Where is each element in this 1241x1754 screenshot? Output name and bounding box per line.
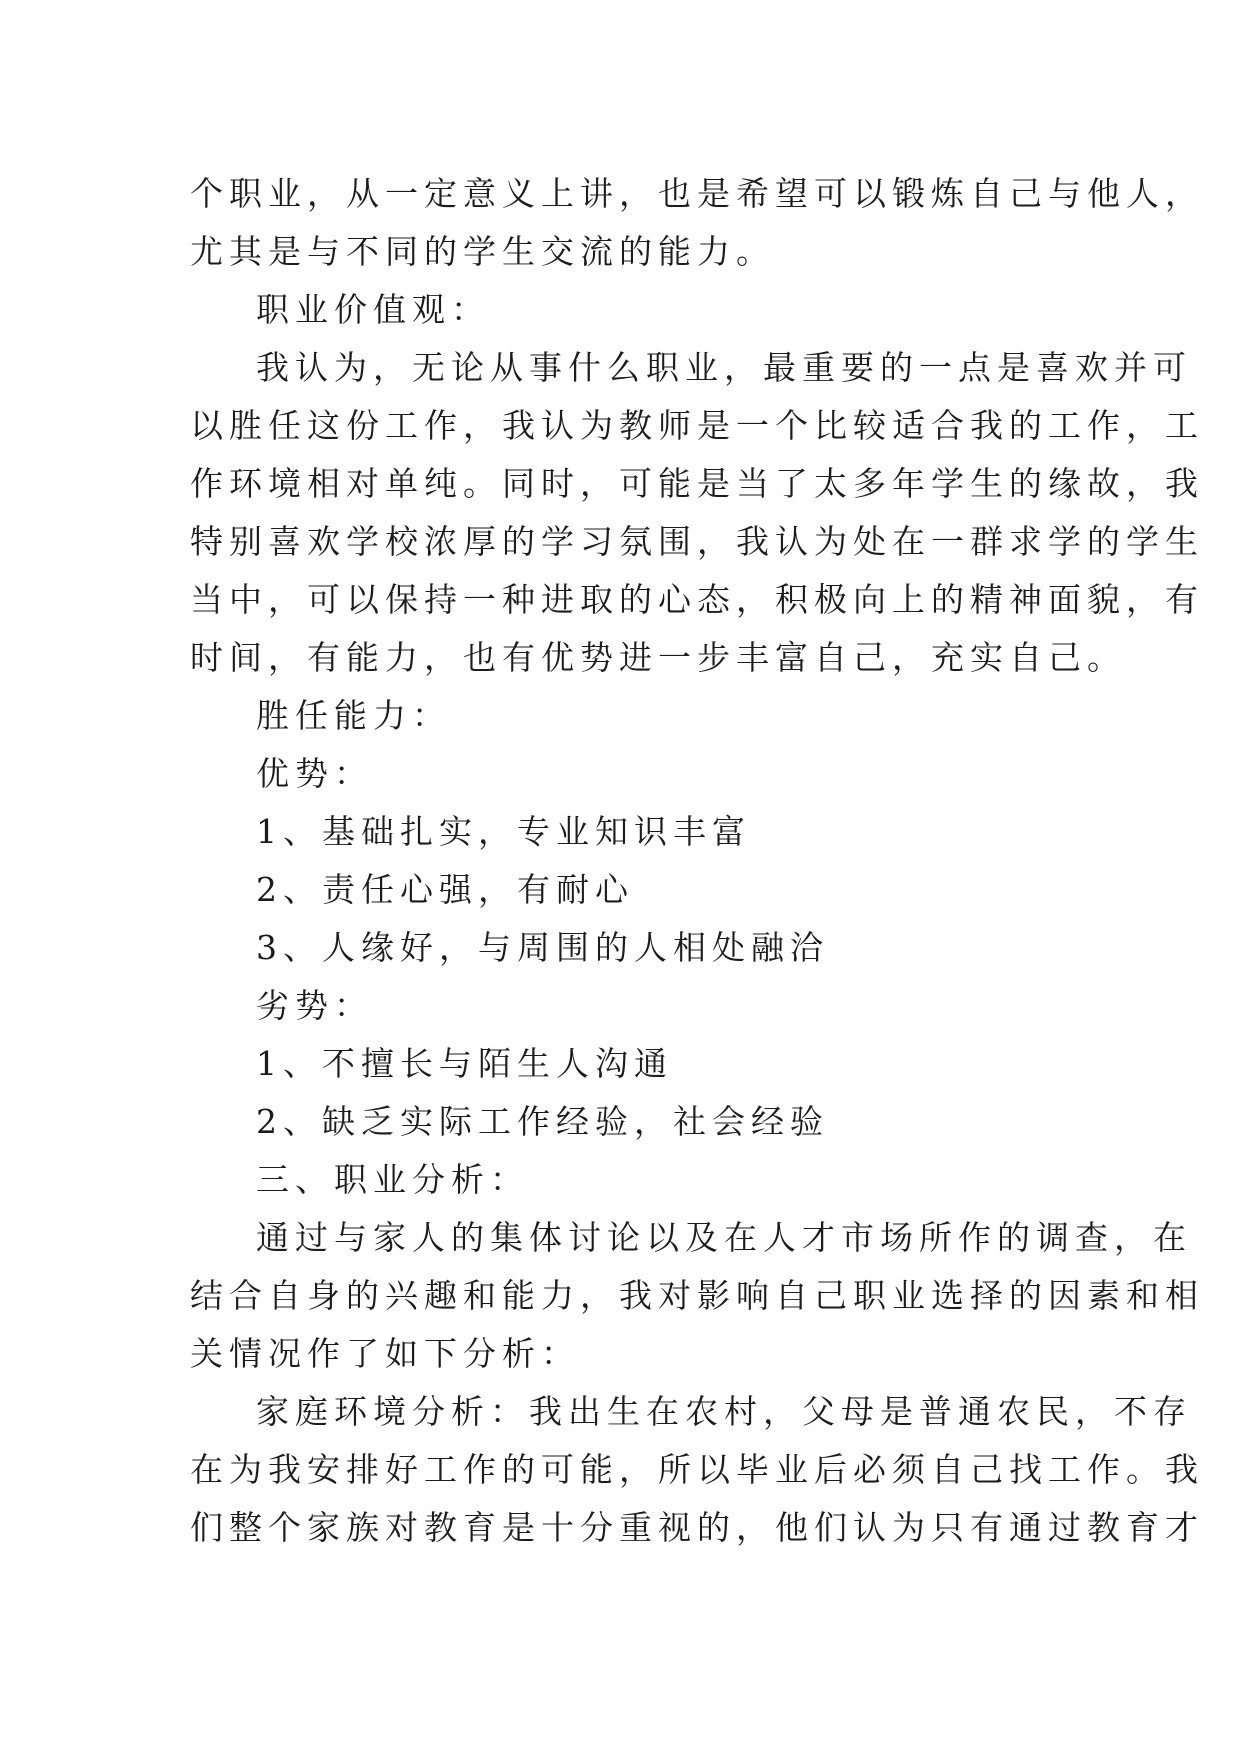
text-line: 个职业，从一定意义上讲，也是希望可以锻炼自己与他人， (190, 174, 1204, 213)
text-line: 尤其是与不同的学生交流的能力。 (190, 232, 775, 271)
text-line: 作环境相对单纯。同时，可能是当了太多年学生的缘故，我 (190, 464, 1204, 503)
list-item: 1、不擅长与陌生人沟通 (256, 1044, 673, 1083)
list-item: 1、基础扎实，专业知识丰富 (256, 812, 751, 851)
text-line: 关情况作了如下分析： (190, 1334, 580, 1373)
text-line: 家庭环境分析：我出生在农村，父母是普通农民，不存 (256, 1392, 1192, 1431)
text-line: 我认为，无论从事什么职业，最重要的一点是喜欢并可 (256, 348, 1192, 387)
text-line: 时间，有能力，也有优势进一步丰富自己，充实自己。 (190, 638, 1126, 677)
document-body (190, 165, 1204, 1557)
text-line: 在为我安排好工作的可能，所以毕业后必须自己找工作。我 (190, 1450, 1204, 1489)
text-line: 以胜任这份工作，我认为教师是一个比较适合我的工作，工 (190, 406, 1204, 445)
section-heading: 胜任能力： (256, 696, 451, 735)
section-heading: 三、职业分析： (256, 1160, 529, 1199)
text-line: 们整个家族对教育是十分重视的，他们认为只有通过教育才 (190, 1508, 1204, 1547)
text-line: 特别喜欢学校浓厚的学习氛围，我认为处在一群求学的学生 (190, 522, 1204, 561)
list-item: 2、缺乏实际工作经验，社会经验 (256, 1102, 829, 1141)
subsection-heading: 优势： (256, 754, 373, 793)
text-line: 通过与家人的集体讨论以及在人才市场所作的调查，在 (256, 1218, 1192, 1257)
section-heading: 职业价值观： (256, 290, 490, 329)
text-line: 结合自身的兴趣和能力，我对影响自己职业选择的因素和相 (190, 1276, 1204, 1315)
list-item: 3、人缘好，与周围的人相处融洽 (256, 928, 829, 967)
subsection-heading: 劣势： (256, 986, 373, 1025)
text-line: 当中，可以保持一种进取的心态，积极向上的精神面貌，有 (190, 580, 1204, 619)
list-item: 2、责任心强，有耐心 (256, 870, 634, 909)
